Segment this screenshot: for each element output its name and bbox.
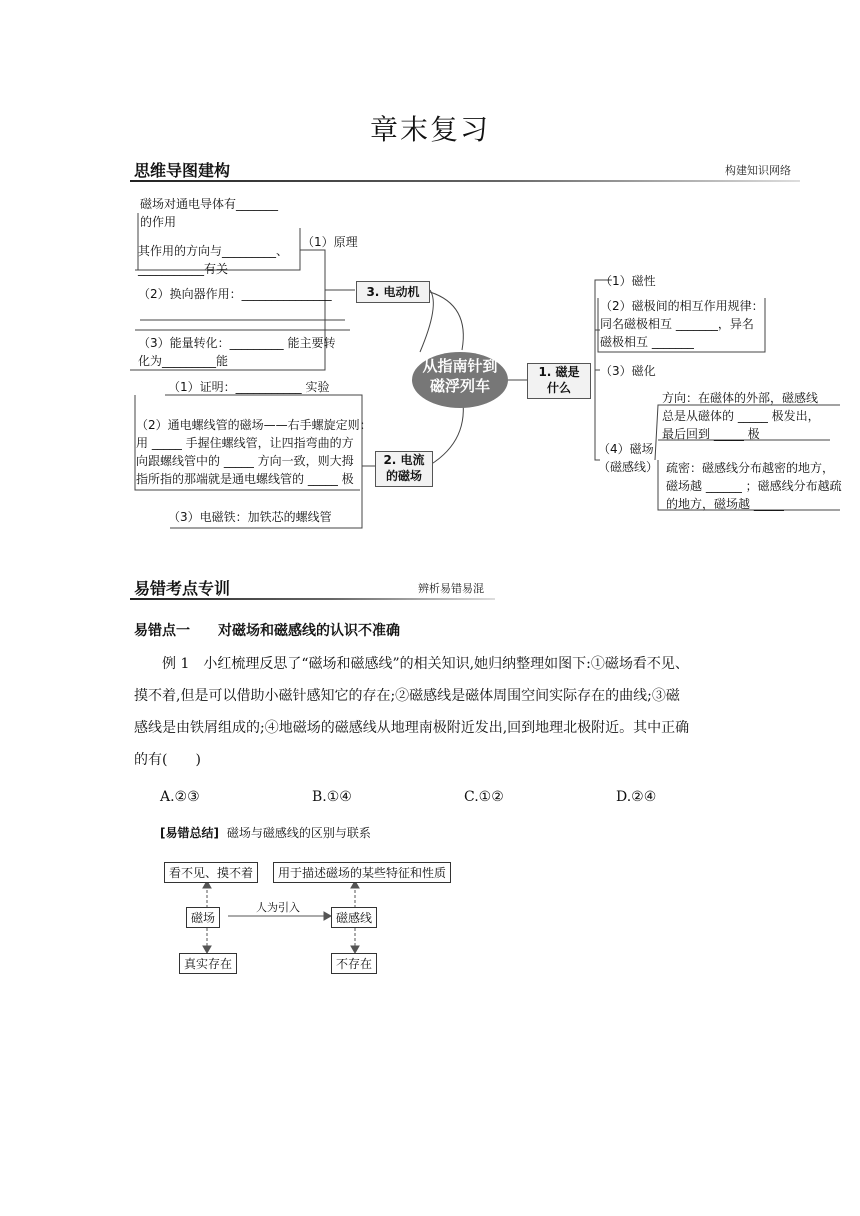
magnetic-field-label: （4）磁场 （磁感线） [598, 442, 659, 474]
diagram-arrow-label: 人为引入 [256, 901, 300, 914]
magnetization-item: （3）磁化 [600, 364, 656, 378]
diagram-box-invisible: 看不见、摸不着 [164, 862, 258, 883]
electromagnet-item: （3）电磁铁：加铁芯的螺线管 [168, 510, 332, 524]
diagram-box-field: 磁场 [186, 907, 220, 928]
mindmap-node-current-field: 2. 电流 的磁场 [375, 451, 433, 487]
solenoid-rule: （2）通电螺线管的磁场——右手螺旋定则： 用 _____ 手握住螺线管，让四指弯曲的方 向跟螺线管中的 _____ 方向一致，则大拇 指所指的那端就是通电螺线管的 _____ 极 [136, 418, 372, 486]
summary-text: 磁场与磁感线的区别与联系 [226, 826, 371, 840]
section-subtitle-mistakes: 辨析易错易混 [418, 582, 484, 595]
option-d[interactable]: D.②④ [616, 789, 657, 805]
option-b[interactable]: B.①④ [312, 789, 352, 805]
mindmap-node-magnet: 1. 磁是 什么 [527, 363, 591, 399]
section-subtitle-mindmap: 构建知识网络 [725, 164, 791, 177]
option-a[interactable]: A.②③ [160, 789, 200, 805]
mindmap-node-motor: 3. 电动机 [356, 281, 430, 303]
field-line-direction: 方向：在磁体的外部，磁感线 总是从磁体的 _____ 极发出， 最后回到 _____ 极 [662, 391, 820, 441]
diagram-box-real: 真实存在 [179, 953, 237, 974]
example-question: 例 1 小红梳理反思了“磁场和磁感线”的相关知识,她归纳整理如图下:①磁场看不见、 摸不着,但是可以借助小磁针感知它的存在;②磁感线是磁体周围空间实际存在的曲线;③磁 感线是由铁屑组成的;④地磁场的磁感线从地理南极附近发出,回到地理北极附近。其中正确 的有( ) [134, 656, 690, 768]
option-c[interactable]: C.①② [464, 789, 504, 805]
section-title-mindmap: 思维导图建构 [134, 161, 231, 180]
motor-force-direction: 其作用的方向与_________、 ___________有关 [138, 244, 289, 276]
mindmap-center-node: 从指南针到 磁浮列车 [412, 352, 508, 408]
diagram-box-describe: 用于描述磁场的某些特征和性质 [273, 862, 451, 883]
energy-conversion: （3）能量转化：_________ 能主要转 化为_________能 [138, 336, 336, 368]
summary-label: [易错总结] [160, 826, 219, 840]
proof-experiment: （1）证明：___________ 实验 [168, 380, 330, 394]
magnetism-item: （1）磁性 [600, 274, 656, 288]
motor-force: 磁场对通电导体有_______ 的作用 [140, 197, 279, 229]
pole-interaction-law: （2）磁极间的相互作用规律： 同名磁极相互 _______，异名 磁极相互 _______ [600, 299, 764, 349]
section-title-mistakes: 易错考点专训 [134, 579, 231, 598]
mistake-point-title: 易错点一 对磁场和磁感线的认识不准确 [134, 623, 400, 639]
page-title: 章末复习 [369, 113, 490, 146]
field-line-density: 疏密：磁感线分布越密的地方， 磁场越 ______ ；磁感线分布越疏 的地方，磁场越 _____ [666, 461, 842, 511]
diagram-box-field-lines: 磁感线 [331, 907, 377, 928]
commutator-function: （2）换向器作用：_______________ [138, 287, 332, 301]
diagram-box-not-exist: 不存在 [331, 953, 377, 974]
motor-principle: （1）原理 [302, 235, 358, 249]
